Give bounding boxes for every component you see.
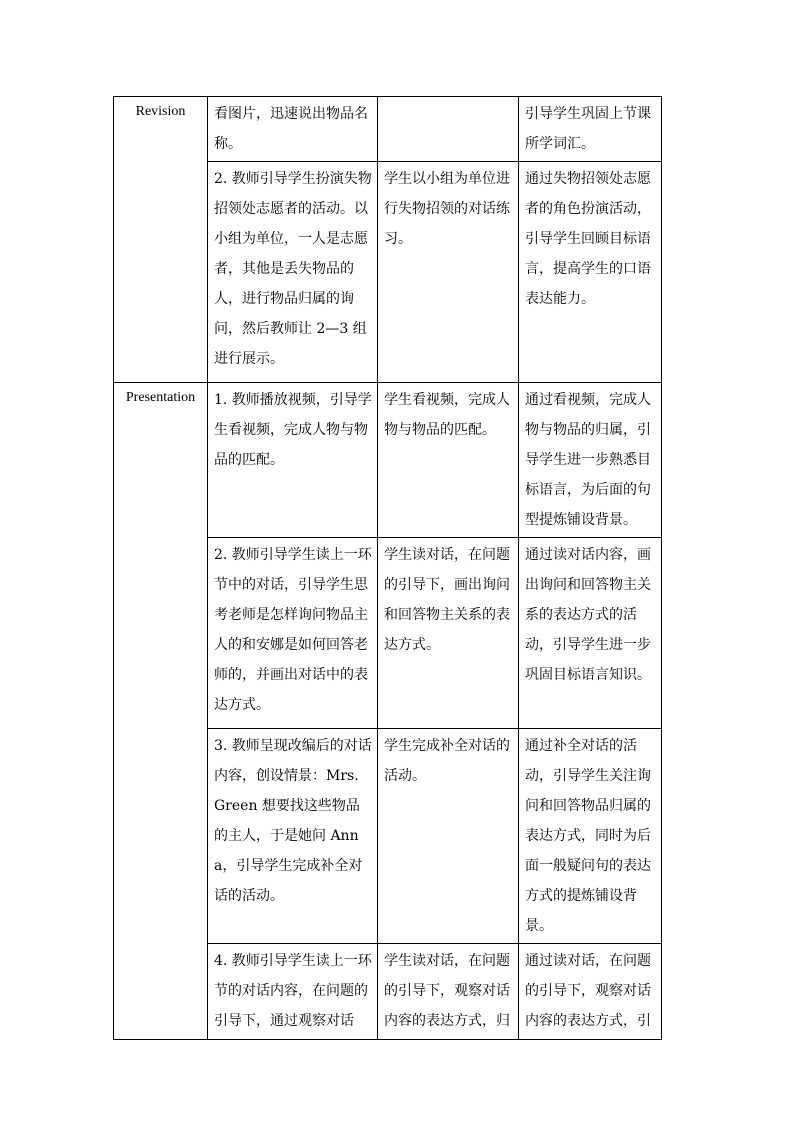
table-row xyxy=(114,97,662,162)
student-activity-cell xyxy=(378,729,519,944)
student-activity-cell xyxy=(378,538,519,729)
teacher-activity-cell xyxy=(208,944,378,1040)
purpose-cell xyxy=(519,383,662,538)
purpose-text: 通过失物招领处志愿者的角色扮演活动，引导学生回顾目标语言，提高学生的口语表达能力。 xyxy=(525,171,651,307)
student-activity-text: 学生完成补全对话的活动。 xyxy=(384,738,510,784)
student-activity-cell xyxy=(378,383,519,538)
stage-label: Presentation xyxy=(125,390,196,405)
student-activity-cell xyxy=(378,944,519,1040)
teacher-activity-text: 看图片，迅速说出物品名称。 xyxy=(214,106,368,152)
purpose-text: 通过读对话，在问题的引导下，观察对话内容的表达方式，引 xyxy=(525,953,651,1029)
lesson-plan-table xyxy=(113,96,662,1040)
student-activity-text: 学生看视频，完成人物与物品的匹配。 xyxy=(384,392,510,438)
purpose-text: 引导学生巩固上节课所学词汇。 xyxy=(525,106,651,152)
purpose-cell xyxy=(519,944,662,1040)
teacher-activity-text: 2. 教师引导学生扮演失物招领处志愿者的活动。以小组为单位，一人是志愿者，其他是丢失物品的人，进行物品归属的询问，然后教师让 2—3 组进行展示。 xyxy=(214,171,372,367)
student-activity-text xyxy=(378,97,518,101)
student-activity-text: 学生以小组为单位进行失物招领的对话练习。 xyxy=(384,171,510,247)
stage-label: Revision xyxy=(135,104,186,119)
teacher-activity-text: 2. 教师引导学生读上一环节中的对话，引导学生思考老师是怎样询问物品主人的和安娜是如何回答老师的，并画出对话中的表达方式。 xyxy=(214,547,372,713)
purpose-text: 通过补全对话的活动，引导学生关注询问和回答物品归属的表达方式，同时为后面一般疑问句的表达方式的提炼铺设背景。 xyxy=(525,738,651,934)
teacher-activity-cell xyxy=(208,538,378,729)
purpose-cell xyxy=(519,729,662,944)
student-activity-text: 学生读对话，在问题的引导下，画出询问和回答物主关系的表达方式。 xyxy=(384,547,510,653)
teacher-activity-cell xyxy=(208,383,378,538)
table-row xyxy=(114,383,662,538)
teacher-activity-cell xyxy=(208,729,378,944)
student-activity-text: 学生读对话，在问题的引导下，观察对话内容的表达方式，归 xyxy=(384,953,510,1029)
teacher-activity-text: 1. 教师播放视频，引导学生看视频，完成人物与物品的匹配。 xyxy=(214,392,372,468)
stage-cell-presentation xyxy=(114,383,208,1040)
purpose-cell xyxy=(519,97,662,162)
teacher-activity-text: 4. 教师引导学生读上一环节的对话内容，在问题的引导下，通过观察对话 xyxy=(214,953,372,1029)
purpose-text: 通过读对话内容，画出询问和回答物主关系的表达方式的活动，引导学生进一步巩固目标语言知识。 xyxy=(525,547,651,683)
teacher-activity-cell xyxy=(208,162,378,383)
purpose-cell xyxy=(519,538,662,729)
stage-cell-revision xyxy=(114,97,208,383)
purpose-cell xyxy=(519,162,662,383)
teacher-activity-text: 3. 教师呈现改编后的对话内容，创设情景：Mrs. Green 想要找这些物品的主人，于是她问 Anna，引导学生完成补全对话的活动。 xyxy=(214,738,372,904)
student-activity-cell xyxy=(378,162,519,383)
purpose-text: 通过看视频，完成人物与物品的归属，引导学生进一步熟悉目标语言，为后面的句型提炼铺设背景。 xyxy=(525,392,651,528)
teacher-activity-cell xyxy=(208,97,378,162)
student-activity-cell xyxy=(378,97,519,162)
